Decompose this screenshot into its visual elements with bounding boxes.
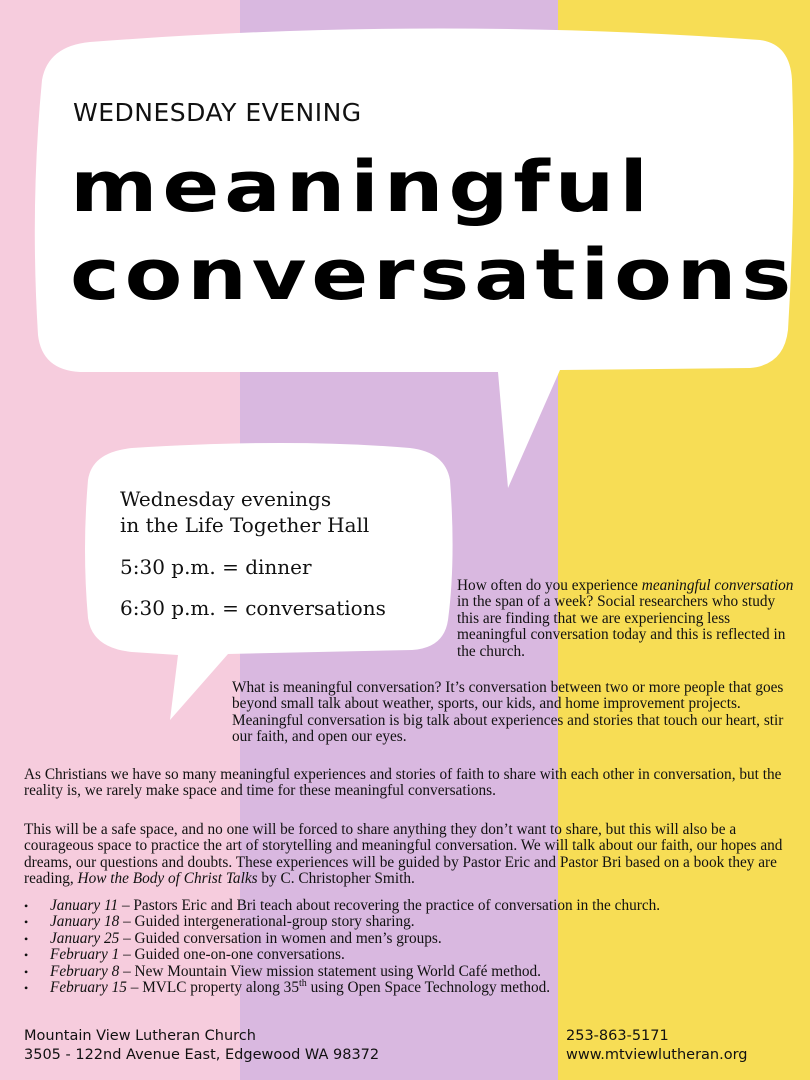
session-date: January 25 — [50, 929, 120, 947]
church-phone: 253-863-5171 — [566, 1028, 669, 1044]
session-date: February 8 — [50, 962, 120, 980]
session-item — [24, 931, 660, 947]
session-text: – MVLC property along 35 — [126, 979, 299, 997]
eyebrow-heading: WEDNESDAY EVENING — [73, 98, 362, 127]
safe-space-paragraph — [24, 822, 799, 888]
bullet-icon: • — [24, 915, 29, 930]
session-text-end: using Open Space Technology method. — [306, 979, 551, 997]
session-item — [24, 947, 660, 963]
church-address: 3505 - 122nd Avenue East, Edgewood WA 98372 — [24, 1047, 380, 1063]
intro-rest: in the span of a week? Social researchers who study this are finding that we are experiencing less meaningful conversation today and this is reflected in the church. — [457, 593, 786, 660]
session-item — [24, 964, 660, 980]
safe-space-text: This will be a safe space, and no one will be forced to share anything they don’t want to share, but this will also be a courageous space to practice the art of storytelling and meaningful conversation. We will talk about our faith, our hopes and dreams, our questions and doubts. These experiences will be guided by Pastor Eric and Pastor Bri based on a book they are reading, — [24, 821, 783, 888]
schedule-conversations: 6:30 p.m. = conversations — [120, 596, 386, 620]
session-text: – New Mountain View mission statement using World Café method. — [119, 962, 541, 980]
definition-paragraph: What is meaningful conversation? It’s conversation between two or more people that goes beyond small talk about weather, sports, our kids, and home improvement projects. Meaningful conversation is big talk about experiences and stories that touch our heart, stir our faith, and open our eyes. — [232, 679, 784, 746]
session-text: – Pastors Eric and Bri teach about recovering the practice of conversation in the church. — [118, 897, 661, 914]
bullet-icon: • — [24, 981, 29, 996]
church-website[interactable]: www.mtviewlutheran.org — [566, 1047, 748, 1063]
session-date: February 1 — [50, 946, 120, 964]
bullet-icon: • — [24, 931, 29, 946]
intro-lead: How often do you experience — [457, 577, 642, 594]
christians-paragraph: As Christians we have so many meaningful experiences and stories of faith to share with each other in conversation, but the reality is, we rarely make space and time for these meaningful conversations. — [24, 766, 782, 800]
session-item — [24, 898, 660, 914]
title-line-1: meaningful — [70, 146, 653, 228]
book-author: by C. Christopher Smith. — [257, 870, 415, 888]
session-text: – Guided conversation in women and men’s groups. — [119, 929, 442, 947]
session-item — [24, 977, 660, 997]
session-text: – Guided intergenerational-group story sharing. — [119, 913, 415, 931]
bullet-icon: • — [24, 948, 29, 963]
session-date: February 15 — [50, 979, 127, 997]
schedule-line-2: in the Life Together Hall — [120, 513, 370, 537]
session-date: January 11 — [50, 897, 119, 914]
schedule-dinner: 5:30 p.m. = dinner — [120, 555, 312, 579]
session-date: January 18 — [50, 913, 120, 931]
schedule-line-1: Wednesday evenings — [120, 487, 332, 511]
bullet-icon: • — [24, 899, 29, 913]
title-line-2: conversations — [70, 234, 796, 316]
session-item — [24, 914, 660, 930]
church-name: Mountain View Lutheran Church — [24, 1028, 256, 1044]
intro-paragraph — [457, 578, 797, 660]
intro-emphasis: meaningful conversation — [641, 577, 794, 594]
session-list — [24, 898, 660, 996]
ordinal-suffix: th — [298, 977, 307, 989]
book-title: How the Body of Christ Talks — [77, 870, 258, 888]
bullet-icon: • — [24, 964, 29, 979]
session-text: – Guided one-on-one conversations. — [119, 946, 345, 964]
